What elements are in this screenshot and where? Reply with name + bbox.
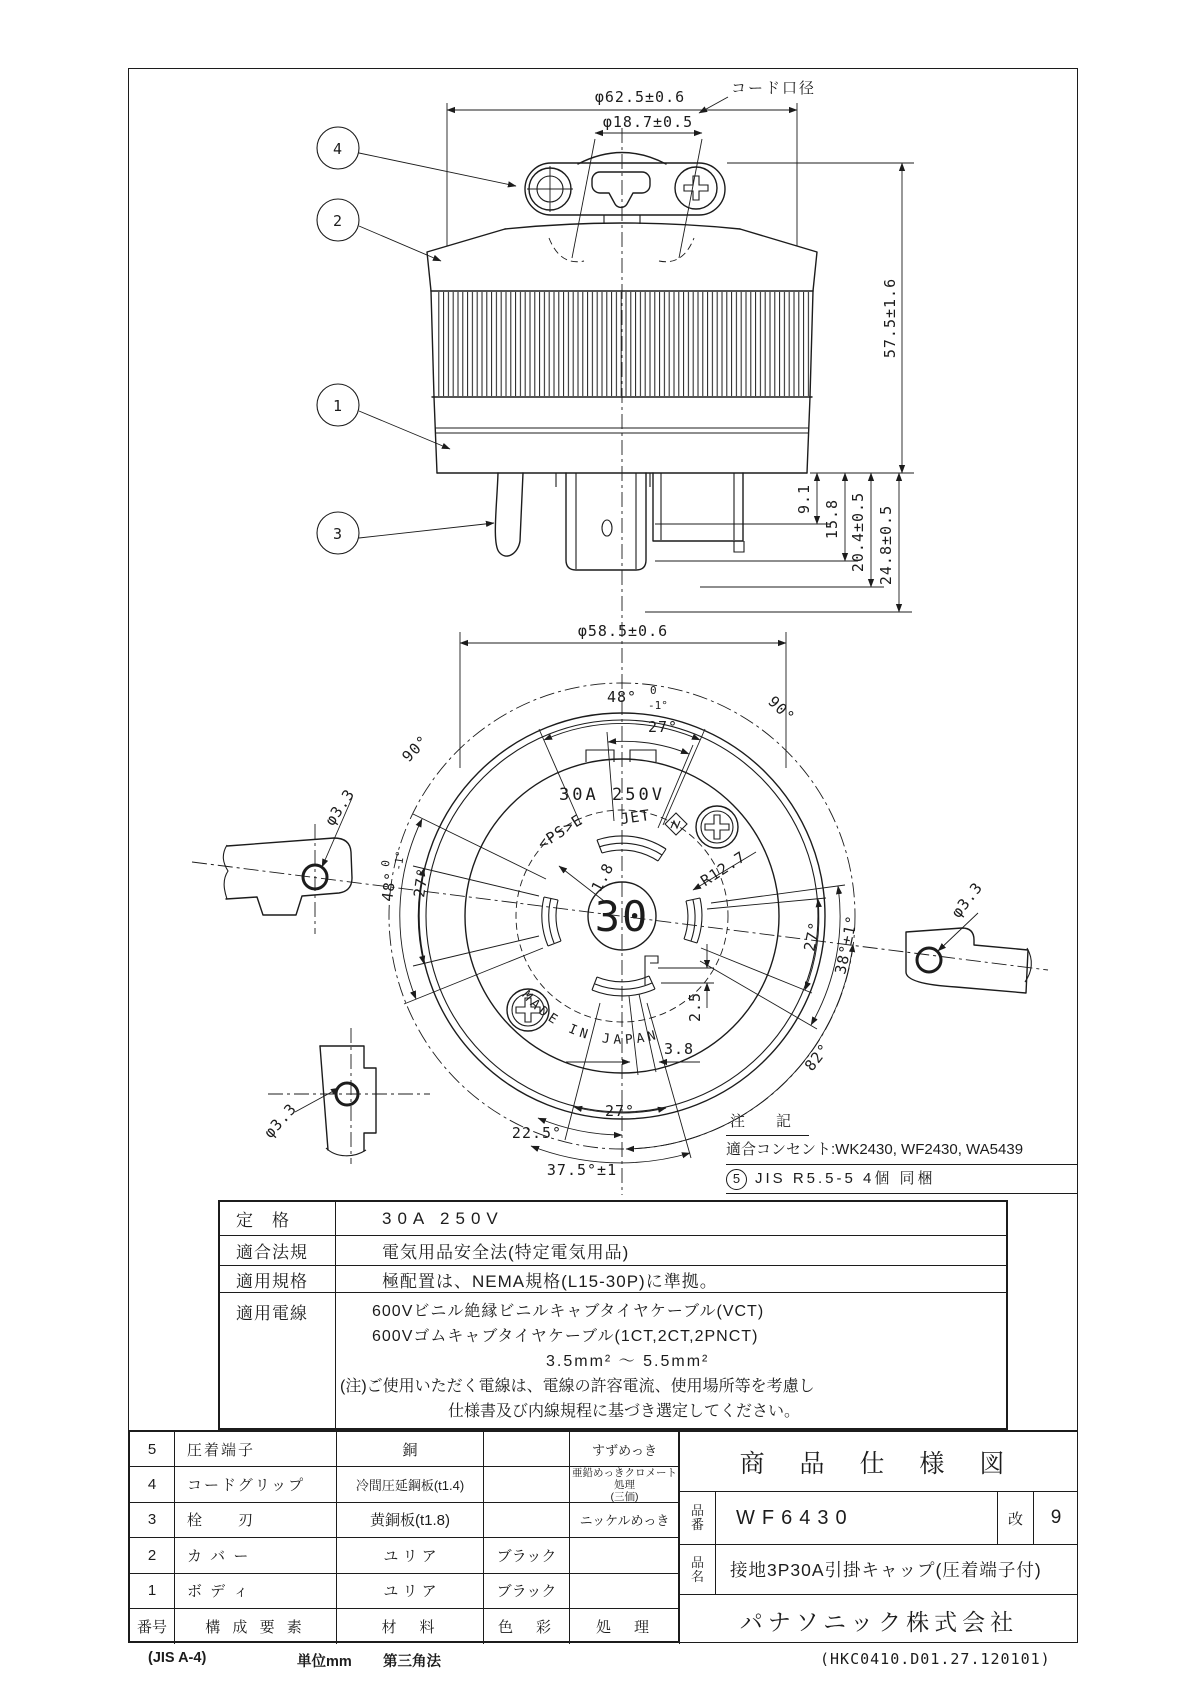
spec-wire-lines: 600Vビニル絶縁ビニルキャブタイヤケーブル(VCT) 600Vゴムキャブタイヤケーブル(1CT,2CT,2PNCT) 3.5mm² ～ 5.5mm² (注)ご使用いただく電線は、電線の許容電流、使用場所等を考慮し 仕様書及び内線規程に基づき選定してください。: [340, 1303, 815, 1420]
angle-48-top-tol-lower: -1°: [648, 699, 668, 712]
product-name-row: [680, 1545, 1078, 1595]
part-no: 2: [130, 1538, 175, 1573]
title-block: [678, 1430, 1078, 1643]
angle-37-5: 37.5°±1: [546, 1161, 618, 1179]
angle-48-left: 48°: [378, 870, 401, 903]
svg-text:4: 4: [332, 140, 344, 158]
part-finish: すずめっき: [570, 1432, 680, 1467]
part-component: コードグリップ: [175, 1467, 337, 1502]
svg-text:1: 1: [332, 397, 344, 415]
footer-projection: 第三角法: [383, 1654, 441, 1670]
bottom-view: [192, 622, 1048, 1179]
blade-detail-right: [906, 879, 1031, 993]
dim-9-1: 9.1: [795, 483, 813, 515]
balloon-4: [317, 127, 516, 186]
balloon-3: [317, 512, 494, 554]
spec-value: 極配置は、NEMA規格(L15-30P)に準拠。: [382, 1271, 718, 1291]
part-finish: 亜鉛めっきクロメート処理 (三価): [570, 1467, 680, 1502]
notes-title: 注 記: [726, 1110, 809, 1136]
part-finish: [570, 1574, 680, 1609]
parts-table: [128, 1430, 678, 1643]
product-name: 接地3P30A引掛キャップ(圧着端子付): [730, 1560, 1042, 1580]
phillips-cross-icon: [705, 815, 729, 839]
angle-48-left-tol-lower: -1°: [391, 849, 408, 872]
spec-table: [218, 1200, 1008, 1430]
rating-marking: 30A 250V: [559, 785, 665, 805]
included-items-note: 5 JIS R5.5-5 4個 同梱: [726, 1167, 1078, 1194]
part-component: ボ デ ィ: [175, 1574, 337, 1609]
sheet-title: 商 品 仕 様 図: [680, 1432, 1078, 1492]
part-color: ブラック: [484, 1538, 570, 1573]
spec-row-rating: [220, 1202, 1006, 1235]
blade-slot-right: [684, 898, 702, 943]
part-material: 冷間圧延鋼板(t1.4): [337, 1467, 484, 1502]
part-color: ブラック: [484, 1574, 570, 1609]
part-no: 4: [130, 1467, 175, 1502]
part-component: 圧着端子: [175, 1432, 337, 1467]
spec-label: 定 格: [220, 1202, 336, 1235]
svg-text:3: 3: [332, 525, 344, 543]
dim-dia-18-7: φ18.7±0.5: [602, 113, 694, 131]
part-number-label: 品番: [680, 1492, 716, 1544]
dim-24-8: 24.8±0.5: [877, 504, 895, 586]
spec-row-wire: [220, 1292, 1006, 1428]
jet-marking: JET: [619, 806, 652, 829]
part-color: [484, 1503, 570, 1538]
parts-header-material: 材 料: [337, 1609, 484, 1644]
center-marking-30: 30: [594, 892, 650, 941]
sheet-footer: [0, 1650, 1190, 1674]
center-blade: [566, 473, 646, 570]
part-no: 5: [130, 1432, 175, 1467]
footer-standard: (JIS A-4): [148, 1650, 207, 1666]
angle-90-left: 90°: [398, 731, 433, 766]
locking-blade-left: [495, 473, 523, 556]
phillips-cross-icon: [684, 176, 708, 200]
blade-slot-left: [542, 897, 561, 946]
face-screw-upper-phillips: [696, 806, 738, 848]
part-finish: ニッケルめっき: [570, 1503, 680, 1538]
dim-57-5: 57.5±1.6: [881, 277, 899, 359]
angle-48-top-tol-upper: 0: [650, 684, 657, 697]
angle-48-top: 48°: [607, 688, 638, 706]
company-name: パナソニック株式会社: [739, 1608, 1019, 1635]
dia-3-3-right: φ3.3: [947, 878, 987, 922]
jet-diamond-mark: [665, 813, 687, 835]
part-material: ユ リ ア: [337, 1574, 484, 1609]
parts-header-color: 色 彩: [484, 1609, 570, 1644]
part-no: 1: [130, 1574, 175, 1609]
balloon-1: [317, 384, 450, 449]
spec-label: 適用規格: [220, 1266, 336, 1292]
dim-15-8: 15.8: [823, 498, 841, 540]
cord-hole: [592, 172, 650, 207]
balloon-2: [317, 199, 441, 261]
parts-header-component: 構 成 要 素: [175, 1609, 337, 1644]
part-material: ユ リ ア: [337, 1538, 484, 1573]
blade-slot-top: [597, 836, 666, 861]
cord-diameter-label: コード口径: [731, 80, 817, 97]
angle-22-5: 22.5°: [511, 1124, 563, 1142]
footer-unit: 単位mm: [297, 1654, 352, 1670]
compatible-outlets-note: 適合コンセント:WK2430, WF2430, WA5439: [726, 1138, 1078, 1165]
angle-90-right: 90°: [764, 692, 799, 727]
angle-27-top: 27°: [648, 718, 679, 736]
spec-value: 電気用品安全法(特定電気用品): [382, 1243, 630, 1262]
radius-r12-7: R12.7: [697, 847, 750, 891]
revision-value: 9: [1050, 1507, 1062, 1528]
balloon-5: 5: [726, 1169, 747, 1190]
spec-label: 適用電線: [220, 1293, 336, 1428]
part-no: 3: [130, 1503, 175, 1538]
part-number: WF6430: [736, 1506, 854, 1529]
dia-3-3-left: φ3.3: [321, 785, 359, 829]
dim-3-8: 3.8: [664, 1040, 695, 1058]
dia-3-3-bottom: φ3.3: [260, 1099, 301, 1142]
spec-value: 30A 250V: [382, 1208, 504, 1228]
knurl-band: [435, 292, 810, 396]
spec-label: 適合法規: [220, 1236, 336, 1265]
part-color: [484, 1467, 570, 1502]
parts-header-finish: 処 理: [570, 1609, 680, 1644]
product-name-label: 品名: [680, 1545, 716, 1594]
part-number-row: [680, 1492, 1078, 1545]
part-material: 銅: [337, 1432, 484, 1467]
part-component: 栓 刃: [175, 1503, 337, 1538]
revision-label: 改: [997, 1492, 1034, 1544]
dim-20-4: 20.4±0.5: [849, 491, 867, 573]
blade-right: [653, 473, 743, 541]
angle-82: 82°: [800, 1039, 834, 1075]
dim-1-8: 1.8: [587, 859, 618, 895]
angle-48-left-tol-upper: 0: [378, 859, 393, 868]
part-component: カ バ ー: [175, 1538, 337, 1573]
angle-27-bottom: 27°: [604, 1102, 636, 1120]
notes-block: [726, 1110, 1078, 1194]
part-finish: [570, 1538, 680, 1573]
angle-38-right: 38°±1°: [831, 913, 862, 976]
footer-doc-code: (HKC0410.D01.27.120101): [820, 1650, 1051, 1668]
part-material: 黄銅板(t1.8): [337, 1503, 484, 1538]
blade-detail-left: [223, 786, 358, 934]
angle-27-right: 27°: [800, 919, 825, 953]
tab-screw-right-phillips: [675, 167, 717, 209]
angle-27-left: 27°: [410, 866, 433, 899]
pse-marking: <PS>E: [534, 810, 587, 854]
spec-row-standard: [220, 1265, 1006, 1292]
part-color: [484, 1432, 570, 1467]
blade-detail-bottom-left: [260, 1028, 430, 1164]
dim-dia-62-5: φ62.5±0.6: [594, 88, 686, 106]
made-in-japan-marking: MADE IN JAPAN: [518, 988, 662, 1048]
svg-text:2: 2: [332, 212, 344, 230]
spec-row-law: [220, 1235, 1006, 1265]
parts-header-no: 番号: [130, 1609, 175, 1644]
dim-dia-58-5: φ58.5±0.6: [577, 622, 669, 640]
dim-2-5: 2.5: [686, 991, 704, 1022]
